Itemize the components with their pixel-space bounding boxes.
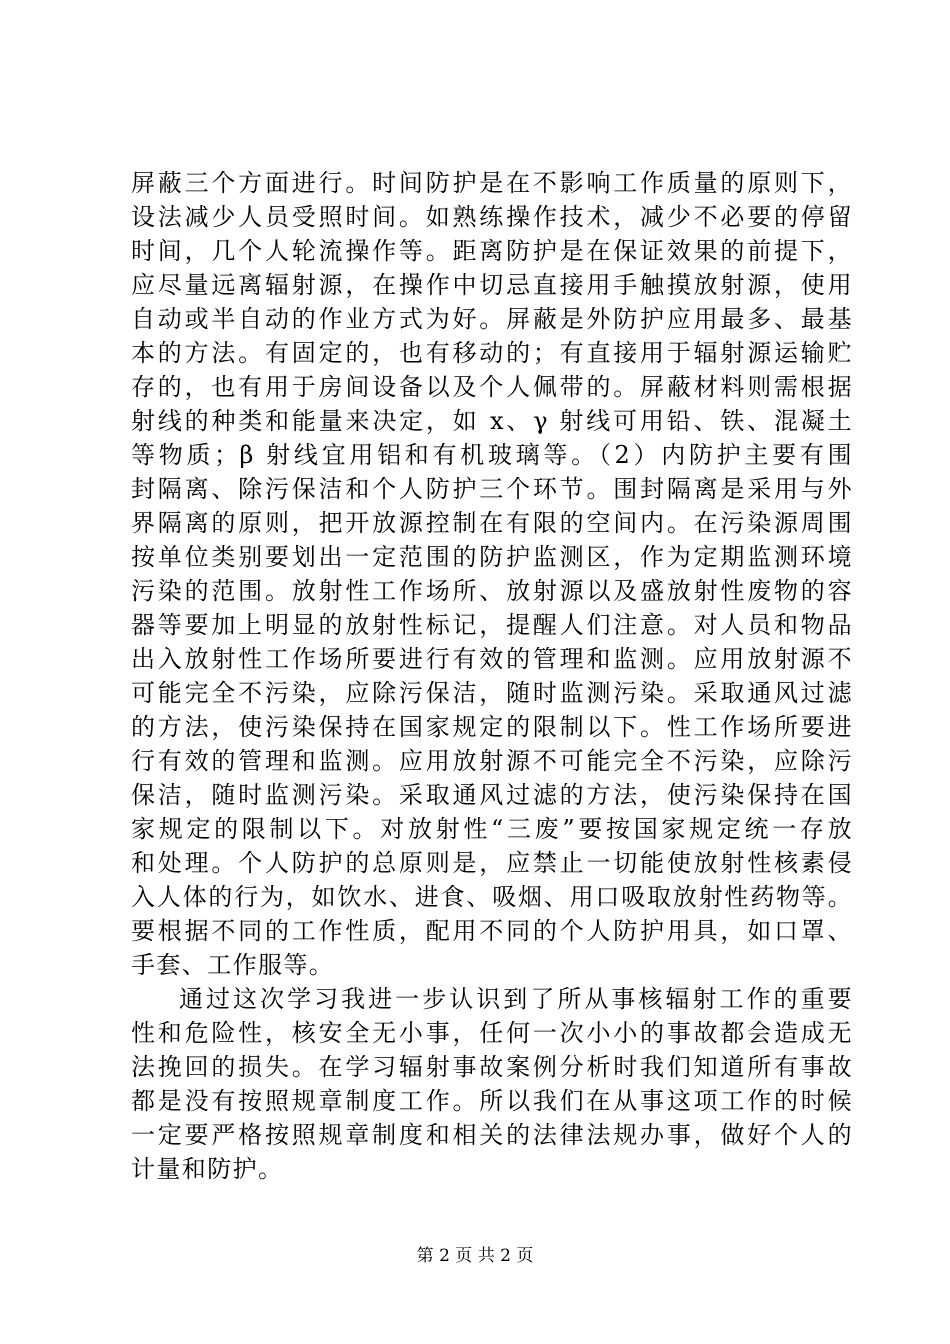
text-line: 性和危险性，核安全无小事，任何一次小小的事故都会造成无 [131, 1019, 853, 1047]
text-line: 可能完全不污染，应除污保洁，随时监测污染。采取通风过滤 [131, 679, 853, 707]
text-line: 本的方法。有固定的，也有移动的；有直接用于辐射源运输贮 [131, 339, 853, 367]
text-line: 的方法，使污染保持在国家规定的限制以下。性工作场所要进 [131, 713, 853, 741]
page-number-label: 第 2 页 共 2 页 [416, 1246, 534, 1266]
text-line: 入人体的行为，如饮水、进食、吸烟、用口吸取放射性药物等。 [131, 883, 853, 911]
text-line: 法挽回的损失。在学习辐射事故案例分析时我们知道所有事故 [131, 1053, 853, 1081]
text-line: 一定要严格按照规章制度和相关的法律法规办事，做好个人的 [131, 1121, 853, 1149]
text-line: 和处理。个人防护的总原则是，应禁止一切能使放射性核素侵 [131, 849, 853, 877]
text-line: 出入放射性工作场所要进行有效的管理和监测。应用放射源不 [131, 645, 853, 673]
page-footer [0, 1244, 950, 1268]
text-line: 自动或半自动的作业方式为好。屏蔽是外防护应用最多、最基 [131, 305, 853, 333]
text-line: 等物质；β 射线宜用铝和有机玻璃等。（2）内防护主要有围 [131, 441, 853, 469]
text-line: 界隔离的原则，把开放源控制在有限的空间内。在污染源周围 [131, 509, 853, 537]
paragraph-1 [131, 166, 853, 982]
text-line: 通过这次学习我进一步认识到了所从事核辐射工作的重要 [179, 985, 853, 1013]
text-line: 污染的范围。放射性工作场所、放射源以及盛放射性废物的容 [131, 577, 853, 605]
text-line: 器等要加上明显的放射性标记，提醒人们注意。对人员和物品 [131, 611, 853, 639]
text-line: 封隔离、除污保洁和个人防护三个环节。围封隔离是采用与外 [131, 475, 853, 503]
text-line: 射线的种类和能量来决定，如 x、γ 射线可用铅、铁、混凝土 [131, 407, 853, 435]
text-line: 保洁，随时监测污染。采取通风过滤的方法，使污染保持在国 [131, 781, 853, 809]
text-line: 设法减少人员受照时间。如熟练操作技术，减少不必要的停留 [131, 203, 853, 231]
text-line: 存的，也有用于房间设备以及个人佩带的。屏蔽材料则需根据 [131, 373, 853, 401]
text-line: 手套、工作服等。 [131, 951, 335, 979]
text-line: 按单位类别要划出一定范围的防护监测区，作为定期监测环境 [131, 543, 853, 571]
text-line: 应尽量远离辐射源，在操作中切忌直接用手触摸放射源，使用 [131, 271, 853, 299]
text-line: 要根据不同的工作性质，配用不同的个人防护用具，如口罩、 [131, 917, 853, 945]
text-line: 计量和防护。 [131, 1155, 284, 1183]
text-line: 行有效的管理和监测。应用放射源不可能完全不污染，应除污 [131, 747, 853, 775]
paragraph-2 [131, 982, 853, 1186]
text-line: 时间，几个人轮流操作等。距离防护是在保证效果的前提下， [131, 237, 853, 265]
document-body [131, 166, 853, 1186]
text-line: 都是没有按照规章制度工作。所以我们在从事这项工作的时候 [131, 1087, 853, 1115]
text-line: 屏蔽三个方面进行。时间防护是在不影响工作质量的原则下， [131, 169, 853, 197]
text-line: 家规定的限制以下。对放射性“三废”要按国家规定统一存放 [131, 815, 853, 843]
